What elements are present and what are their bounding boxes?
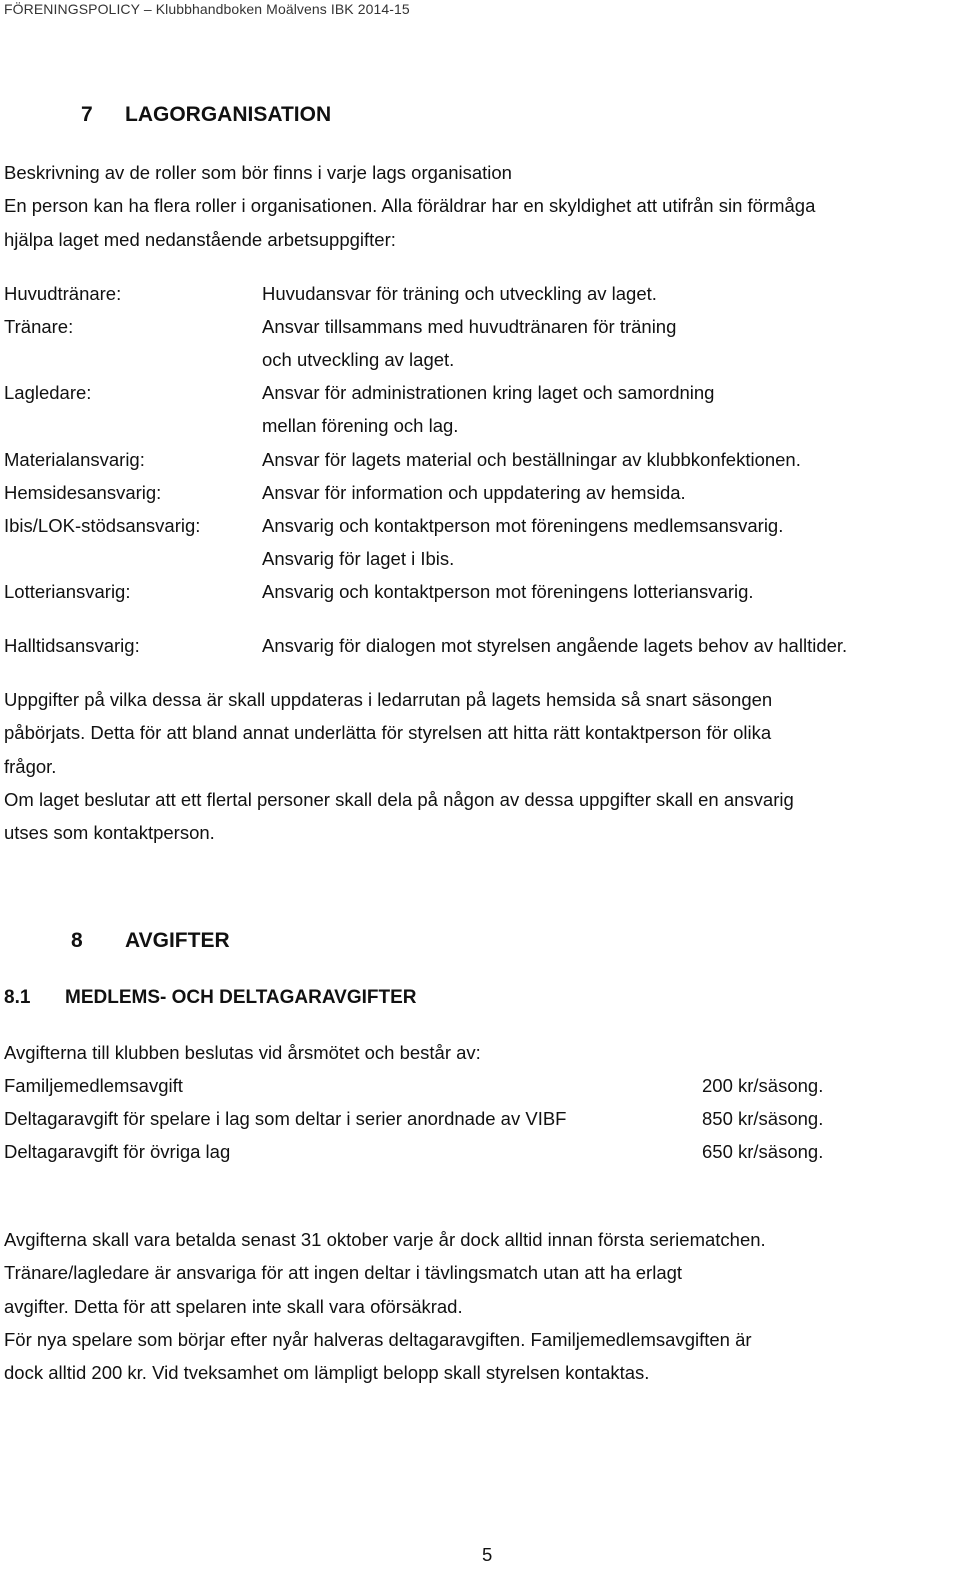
role-description	[262, 509, 783, 575]
role-description	[262, 376, 714, 442]
role-label: Halltidsansvarig:	[4, 635, 140, 656]
role-description	[262, 629, 847, 662]
role-label: Ibis/LOK-stödsansvarig:	[4, 515, 201, 536]
section-8-number: 8	[71, 929, 83, 952]
page-number: 5	[482, 1544, 493, 1565]
role-label: Lagledare:	[4, 382, 92, 403]
role-label: Tränare:	[4, 316, 74, 337]
role-label: Materialansvarig:	[4, 449, 145, 470]
fee-amount: 200 kr/säsong.	[702, 1075, 824, 1096]
outro-line: Tränare/lagledare är ansvariga för att ingen deltar i tävlingsmatch utan att ha erlagt	[4, 1262, 683, 1284]
role-description-line: mellan förening och lag.	[262, 415, 459, 436]
outro-line: dock alltid 200 kr. Vid tveksamhet om lämpligt belopp skall styrelsen kontaktas.	[4, 1362, 650, 1384]
role-description-line: Ansvarig för dialogen mot styrelsen angående lagets behov av halltider.	[262, 635, 848, 656]
intro-line: Beskrivning av de roller som bör finns i varje lags organisation	[4, 162, 512, 183]
outro-line: Uppgifter på vilka dessa är skall uppdateras i ledarrutan på lagets hemsida så snart säsongen	[4, 689, 773, 710]
section-8-outro	[4, 1223, 956, 1389]
fee-amount: 850 kr/säsong.	[702, 1108, 824, 1129]
role-description-line: och utveckling av laget.	[262, 349, 455, 370]
section-7-intro	[4, 156, 956, 256]
fee-name: Deltagaravgift för spelare i lag som deltar i serier anordnade av VIBF	[4, 1108, 567, 1129]
section-7-outro	[4, 683, 956, 849]
role-description	[262, 277, 657, 310]
section-7-title: LAGORGANISATION	[125, 103, 332, 126]
role-description-line: Ansvar tillsammans med huvudtränaren för träning	[262, 316, 677, 337]
intro-line: En person kan ha flera roller i organisationen. Alla föräldrar har en skyldighet att utifrån sin förmåga	[4, 195, 816, 217]
outro-line: utses som kontaktperson.	[4, 822, 215, 844]
section-7-number: 7	[81, 103, 93, 126]
fees-intro: Avgifterna till klubben beslutas vid årsmötet och består av:	[4, 1042, 481, 1063]
role-description	[262, 575, 754, 608]
role-description	[262, 443, 801, 476]
role-description-line: Ansvar för lagets material och beställningar av klubbkonfektionen.	[262, 449, 801, 470]
fee-name: Familjemedlemsavgift	[4, 1075, 183, 1096]
fee-name: Deltagaravgift för övriga lag	[4, 1141, 231, 1162]
subsection-title: MEDLEMS- OCH DELTAGARAVGIFTER	[65, 987, 417, 1008]
section-8-title: AVGIFTER	[125, 929, 230, 952]
page-header: FÖRENINGSPOLICY – Klubbhandboken Moälvens IBK 2014-15	[4, 1, 410, 17]
role-description-line: Ansvar för administrationen kring laget och samordning	[262, 382, 715, 403]
outro-line: påbörjats. Detta för att bland annat underlätta för styrelsen att hitta rätt kontaktperson för olika	[4, 722, 772, 744]
outro-line: avgifter. Detta för att spelaren inte skall vara oförsäkrad.	[4, 1295, 463, 1317]
role-description-line: Ansvar för information och uppdatering av hemsida.	[262, 482, 686, 503]
intro-line: hjälpa laget med nedanstående arbetsuppgifter:	[4, 228, 396, 250]
outro-line: Om laget beslutar att ett flertal personer skall dela på någon av dessa uppgifter skall en ansvarig	[4, 788, 794, 810]
role-label: Lotteriansvarig:	[4, 581, 131, 602]
role-description-line: Ansvarig och kontaktperson mot föreningens lotteriansvarig.	[262, 581, 754, 602]
role-description-line: Huvudansvar för träning och utveckling av laget.	[262, 283, 657, 304]
outro-line: frågor.	[4, 755, 57, 777]
role-description	[262, 476, 686, 509]
role-label: Hemsidesansvarig:	[4, 482, 162, 503]
role-description	[262, 310, 676, 376]
role-description-line: Ansvarig och kontaktperson mot föreningens medlemsansvarig.	[262, 515, 784, 536]
subsection-number: 8.1	[4, 987, 31, 1008]
role-label: Huvudtränare:	[4, 283, 122, 304]
outro-line: För nya spelare som börjar efter nyår halveras deltagaravgiften. Familjemedlemsavgiften är	[4, 1328, 752, 1350]
outro-line: Avgifterna skall vara betalda senast 31 oktober varje år dock alltid innan första seriematchen.	[4, 1229, 766, 1250]
fee-amount: 650 kr/säsong.	[702, 1141, 824, 1162]
role-description-line: Ansvarig för laget i Ibis.	[262, 548, 455, 569]
